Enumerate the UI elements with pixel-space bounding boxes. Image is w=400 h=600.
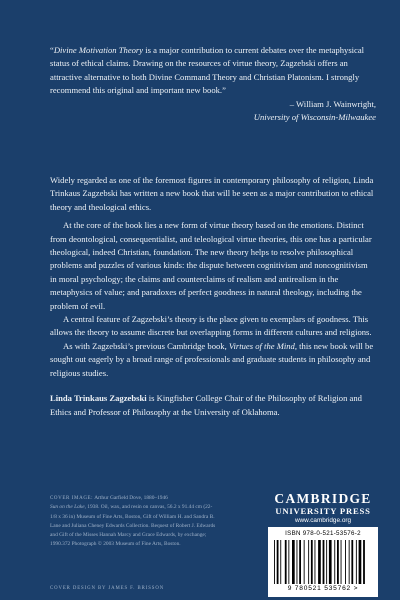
cover-image-label: COVER IMAGE: <box>50 496 94 501</box>
description-paragraph-2: At the core of the book lies a new form of virtue theory based on the emotions. Distinct from deontological, consequentialist, and teleological virtue theories, this one has a particular theological, indeed Christian, foundation. The new theory helps to resolve philosophical problems and puzzles of various kinds: the dispute between cognitivism and noncognitivism in moral psychology; the claims and counterclaims of realism and antirealism in the metaphysics of value; and paradoxes of perfect goodness in natural theology, including the problem of evil. <box>50 220 372 311</box>
barcode-bar <box>288 540 289 584</box>
barcode-bar <box>297 540 298 584</box>
endorsement-quote: “Divine Motivation Theory is a major contribution to current debates over the metaphysical status of ethical claims. Drawing on the resources of virtue theory, Zagzebski offers an attractive alternative to both Divine Command Theory and Christian Platonism. I strongly recommend this original and important new book.” <box>50 45 365 96</box>
barcode-bar <box>318 540 321 584</box>
barcode-bar <box>329 540 332 584</box>
barcode-bar <box>363 540 365 584</box>
barcode-bar <box>323 540 325 584</box>
previous-book-title: Virtues of the Mind <box>228 340 295 351</box>
barcode-bar <box>341 540 342 584</box>
barcode-bar <box>315 540 316 584</box>
quoted-book-title: Divine Motivation Theory <box>53 45 144 55</box>
description-paragraph-1: Widely regarded as one of the foremost figures in contemporary philosophy of religion, Linda Trinkaus Zagzebski has written a new book that will be seen as a major contribution to ethical theory and theological ethics. <box>50 175 374 212</box>
publisher-subtitle: UNIVERSITY PRESS <box>275 506 371 516</box>
endorsement-block <box>50 44 376 124</box>
barcode-bar <box>345 540 346 584</box>
barcode-bar <box>349 540 350 584</box>
endorsement-affiliation: University of Wisconsin-Milwaukee <box>253 112 376 123</box>
barcode-bar <box>308 540 309 584</box>
barcode-bar <box>356 540 357 584</box>
barcode-bar <box>304 540 305 584</box>
description-paragraph-3: A central feature of Zagzebski’s theory is the place given to exemplars of goodness. This allows the theory to assume discrete but overlapping forms in different cultures and religions. <box>50 314 372 338</box>
description-block <box>50 174 376 419</box>
barcode-digits: 9 780521 535762 > <box>287 585 359 592</box>
barcode-bar <box>299 540 301 584</box>
author-name: Linda Trinkaus Zagzebski <box>50 393 147 404</box>
description-paragraph-4: As with Zagzebski’s previous Cambridge book, Virtues of the Mind, this new book will be sought out eagerly by a broad range of professionals and graduate students in philosophy and religious studies. <box>50 340 374 378</box>
barcode-bar <box>292 540 295 584</box>
barcode-bar <box>359 540 362 584</box>
barcode-icon <box>274 540 372 584</box>
publisher-website: www.cambridge.org <box>294 517 352 524</box>
barcode-bar <box>274 540 275 584</box>
isbn-text: ISBN 978-0-521-53576-2 <box>285 530 361 537</box>
barcode-bar <box>326 540 327 584</box>
endorsement-author: – William J. Wainwright, <box>289 98 376 109</box>
barcode-panel <box>268 527 378 597</box>
barcode-bar <box>337 540 339 584</box>
barcode-bar <box>351 540 353 584</box>
barcode-bar <box>334 540 335 584</box>
barcode-bar <box>280 540 281 584</box>
barcode-bar <box>285 540 287 584</box>
barcode-bar <box>277 540 279 584</box>
artwork-title: Sun on the Lake <box>50 504 85 511</box>
barcode-bar <box>311 540 313 584</box>
publisher-logo <box>268 492 378 526</box>
cover-image-credit: COVER IMAGE: Arthur Garfield Dove, 1880–1946 Sun on the Lake, 1938. Oil, wax, and resin on canvas, 56.2 x 91.44 cm (22-1/8 x 36 in) Museum of Fine Arts, Boston, Gift of William H. and Sandra B. Lane and Juliana Cheney Edwards Collection. Bequest of Robert J. Edwards and Gift of the Misses Hannah Marcy and Grace Edwards, by exchange; 1990.372 Photograph © 2003 Museum of Fine Arts, Boston. <box>50 495 216 548</box>
cover-design-credit: COVER DESIGN BY JAMES F. BRISSON <box>50 586 165 591</box>
author-bio: Linda Trinkaus Zagzebski is Kingfisher College Chair of the Philosophy of Religion and Ethics and Professor of Philosophy at the University of Oklahoma. <box>50 393 362 417</box>
publisher-name: CAMBRIDGE <box>274 491 372 506</box>
